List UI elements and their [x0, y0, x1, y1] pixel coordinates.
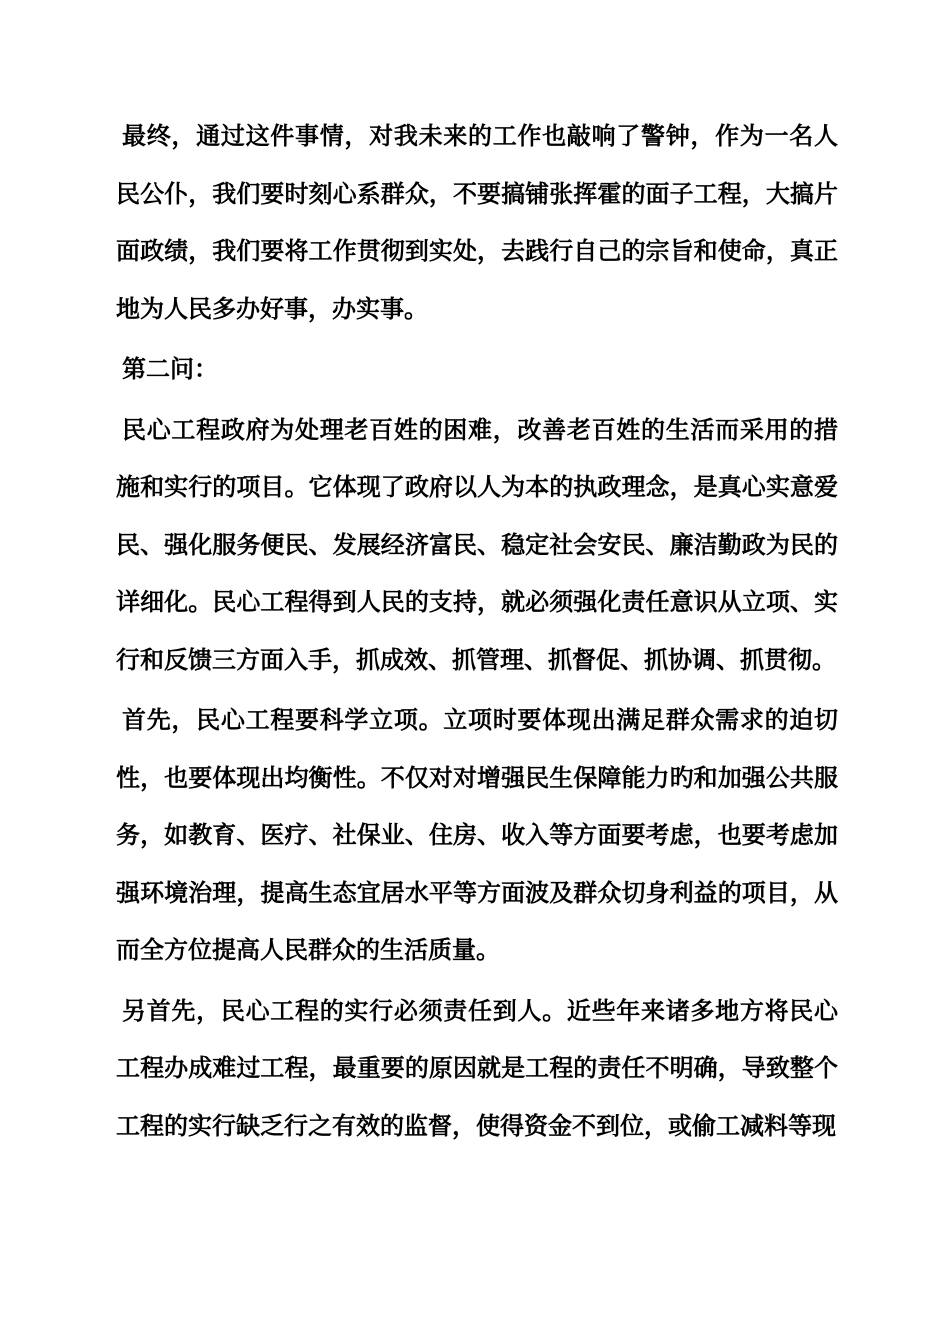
paragraph-first-point: 首先，民心工程要科学立项。立项时要体现出满足群众需求的迫切性，也要体现出均衡性。不仅对对增强民生保障能力旳和加强公共服务，如教育、医疗、社保业、住房、收入等方面要考虑，也要考虑加强环境治理，提高生态宜居水平等方面波及群众切身利益的项目，从而全方位提高人民群众的生活质量。	[116, 706, 838, 964]
paragraph-conclusion: 最终，通过这件事情，对我未来的工作也敲响了警钟，作为一名人民公仆，我们要时刻心系群众，不要搞铺张挥霍的面子工程，大搞片面政绩，我们要将工作贯彻到实处，去践行自己的宗旨和使命，真正地为人民多办好事，办实事。	[116, 122, 838, 323]
document-body	[116, 108, 838, 1155]
paragraph-definition: 民心工程政府为处理老百姓的困难，改善老百姓的生活而采用的措施和实行的项目。它体现了政府以人为本的执政理念，是真心实意爱民、强化服务便民、发展经济富民、稳定社会安民、廉洁勤政为民的详细化。民心工程得到人民的支持，就必须强化责任意识从立项、实行和反馈三方面入手，抓成效、抓管理、抓督促、抓协调、抓贯彻。	[116, 415, 838, 674]
section-heading-second-question: 第二问：	[122, 355, 218, 383]
paragraph-second-point: 另首先，民心工程的实行必须责任到人。近些年来诸多地方将民心工程办成难过工程，最重要的原因就是工程的责任不明确，导致整个工程的实行缺乏行之有效的监督，使得资金不到位，或偷工减料等现	[116, 996, 838, 1140]
